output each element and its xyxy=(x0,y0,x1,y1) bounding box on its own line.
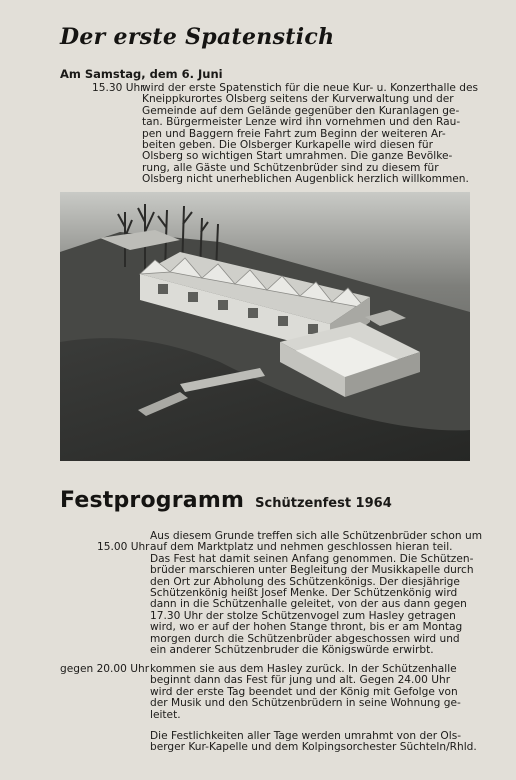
program-block-1 xyxy=(60,530,483,657)
festprogramm-title: Festprogramm xyxy=(60,488,245,513)
program-line: brüder marschieren unter Begleitung der Musikkapelle durch xyxy=(150,564,474,577)
program-line: den Ort zur Abholung des Schützenkönigs. Der diesjährige xyxy=(150,575,460,588)
intro-line: Gemeinde auf dem Gelände gegenüber den Kuranlagen ge- xyxy=(142,104,460,117)
festprogramm-subtitle: Schützenfest 1964 xyxy=(255,496,392,511)
program-time: gegen 20.00 Uhr xyxy=(60,663,150,675)
program-line: ein anderer Schützenbruder die Königswürde erwirbt. xyxy=(150,644,434,657)
program-line: leitet. xyxy=(150,708,181,721)
program-block-2 xyxy=(60,664,474,721)
program-text xyxy=(150,530,483,657)
intro-line: tan. Bürgermeister Lenze wird ihn vornehmen und den Rau- xyxy=(142,116,461,129)
intro-time: 15.30 Uhr xyxy=(92,82,145,94)
intro-line: rung, alle Gäste und Schützenbrüder sind zu diesem für xyxy=(142,161,439,174)
date-line: Am Samstag, dem 6. Juni xyxy=(60,67,223,81)
intro-line: pen und Baggern freie Fahrt zum Beginn der weiteren Ar- xyxy=(142,127,446,140)
architecture-model-photo xyxy=(60,192,470,461)
program-line: wird der erste Tag beendet und der König mit Gefolge von xyxy=(150,685,458,698)
program-line: morgen durch die Schützenbrüder abgeschossen wird und xyxy=(150,632,460,645)
intro-line: wird der erste Spatenstich für die neue Kur- u. Konzerthalle des xyxy=(142,82,479,94)
program-line: berger Kur-Kapelle und dem Kolpingsorchester Süchteln/Rhld. xyxy=(150,741,477,754)
intro-paragraph xyxy=(60,82,479,186)
program-line: Die Festlichkeiten aller Tage werden umrahmt von der Ols- xyxy=(150,730,462,742)
intro-line: Olsberg nicht unerheblichen Augenblick herzlich willkommen. xyxy=(142,173,469,186)
program-text xyxy=(150,730,477,754)
program-line: dann in die Schützenhalle geleitet, von der aus dann gegen xyxy=(150,598,467,611)
program-line: der Musik und den Schützenbrüdern in seine Wohnung ge- xyxy=(150,697,461,710)
page-title: Der erste Spatenstich xyxy=(60,24,335,50)
program-line: beginnt dann das Fest für jung und alt. Gegen 24.00 Uhr xyxy=(150,674,451,687)
program-line: 17.30 Uhr der stolze Schützenvogel zum Hasley getragen xyxy=(150,609,456,622)
intro-line: Kneippkurortes Olsberg seitens der Kurverwaltung und der xyxy=(142,93,454,106)
program-line: kommen sie aus dem Hasley zurück. In der Schützenhalle xyxy=(150,663,457,675)
program-line: Aus diesem Grunde treffen sich alle Schützenbrüder schon um xyxy=(150,530,483,542)
program-text xyxy=(150,664,474,721)
program-line: auf dem Marktplatz und nehmen geschlossen hieran teil. xyxy=(150,541,453,554)
program-time: 15.00 Uhr xyxy=(97,541,150,554)
intro-line: Olsberg so wichtigen Start umrahmen. Die ganze Bevölke- xyxy=(142,150,453,163)
program-line: Das Fest hat damit seinen Anfang genommen. Die Schützen- xyxy=(150,552,474,565)
program-line: wird, wo er auf der hohen Stange thront, bis er am Montag xyxy=(150,621,463,634)
program-line: Schützenkönig heißt Josef Menke. Der Schützenkönig wird xyxy=(150,587,458,600)
intro-text xyxy=(142,82,479,186)
program-block-3 xyxy=(60,730,477,754)
festprogramm-heading xyxy=(60,488,392,513)
intro-line: beiten geben. Die Olsberger Kurkapelle wird diesen für xyxy=(142,139,433,152)
